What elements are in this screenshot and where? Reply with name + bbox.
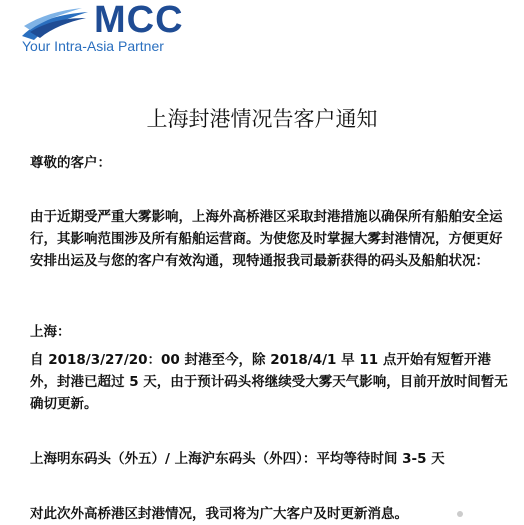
company-tagline: Your Intra-Asia Partner <box>22 38 164 54</box>
port-closure-status: 自 2018/3/27/20：00 封港至今，除 2018/4/1 早 11 点开始有短暂开港外，封港已超过 5 天，由于预计码头将继续受大雾天气影响，目前开放时间暂无确切更新。 <box>30 352 508 412</box>
salutation: 尊敬的客户： <box>30 155 111 171</box>
decorative-dot-icon <box>456 510 464 518</box>
terminal-wait-time: 上海明东码头（外五）/ 上海沪东码头（外四）：平均等待时间 3-5 天 <box>30 451 445 467</box>
city-heading: 上海： <box>30 324 71 340</box>
notice-title: 上海封港情况告客户通知 <box>146 107 378 131</box>
wave-logo-icon <box>20 6 90 42</box>
intro-paragraph: 由于近期受严重大雾影响，上海外高桥港区采取封港措施以确保所有船舶安全运行，其影响范围涉及所有船舶运营商。为使您及时掌握大雾封港情况，方便更好安排出运及与您的客户有效沟通，现特通报我司最新获得的码头及船舶状况： <box>30 209 503 269</box>
header <box>0 0 524 60</box>
closing-statement: 对此次外高桥港区封港情况，我司将为广大客户及时更新消息。 <box>30 506 408 522</box>
company-logo-name: MCC <box>94 0 184 41</box>
